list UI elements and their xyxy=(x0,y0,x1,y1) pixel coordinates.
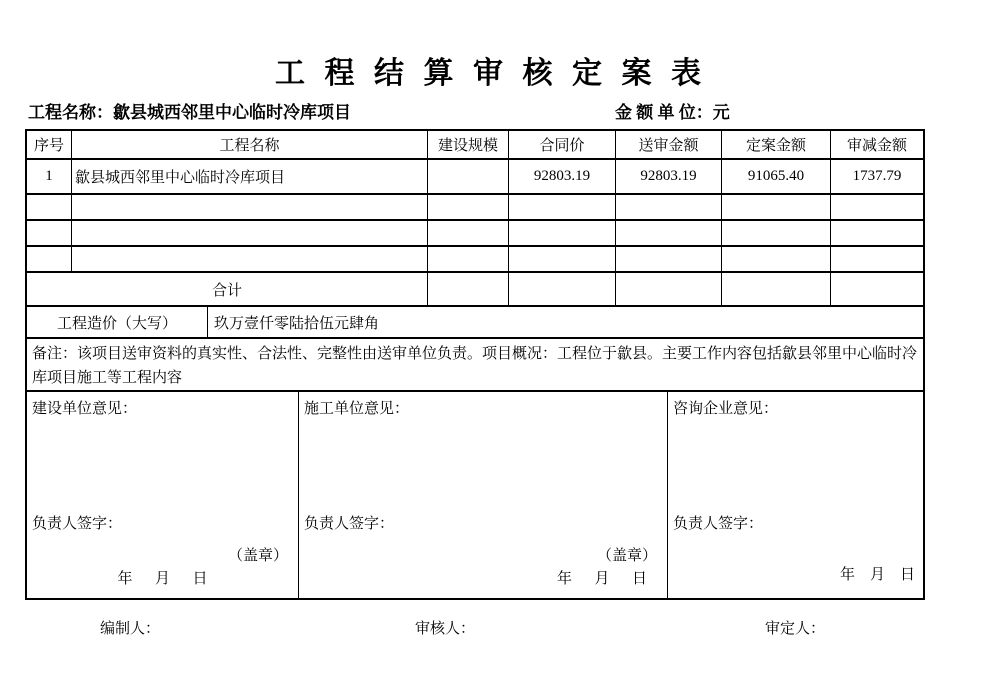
opinion-title: 施工单位意见： xyxy=(304,401,410,417)
contract-price-cell: 92803.19 xyxy=(508,160,615,193)
sign-label: 负责人签字： xyxy=(32,516,123,532)
empty-cell xyxy=(830,195,923,219)
empty-table-row xyxy=(27,245,923,271)
seq-cell: 1 xyxy=(45,168,53,184)
remarks-row xyxy=(27,337,923,390)
total-approved-amount-cell xyxy=(721,273,830,305)
amount-unit-label: 金 额 单 位：元 xyxy=(615,103,730,122)
empty-cell xyxy=(615,195,721,219)
cost-words-value-cell: 玖万壹仟零陆拾伍元肆角 xyxy=(207,307,923,337)
column-header-contract-price: 合同价 xyxy=(508,131,615,158)
column-header-submitted-amount: 送审金额 xyxy=(615,131,721,158)
empty-table-row xyxy=(27,193,923,219)
empty-cell xyxy=(508,195,615,219)
date-placeholder: 年 月 日 xyxy=(839,567,915,583)
project-name-value: 歙县城西邻里中心临时冷库项目 xyxy=(113,103,351,122)
opinion-construction-unit xyxy=(27,392,298,598)
project-name-label: 工程名称： xyxy=(28,103,113,122)
empty-cell xyxy=(27,195,71,219)
empty-cell xyxy=(71,195,427,219)
column-header-approved-amount: 定案金额 xyxy=(721,131,830,158)
sign-label: 负责人签字： xyxy=(304,516,395,532)
empty-cell xyxy=(427,221,508,245)
table-row xyxy=(27,158,923,193)
empty-cell xyxy=(830,221,923,245)
opinion-title: 咨询企业意见： xyxy=(673,401,779,417)
empty-cell xyxy=(721,247,830,271)
empty-cell xyxy=(427,247,508,271)
empty-cell xyxy=(615,247,721,271)
empty-cell xyxy=(71,221,427,245)
submitted-amount-cell: 92803.19 xyxy=(615,160,721,193)
total-submitted-amount-cell xyxy=(615,273,721,305)
total-contract-price-cell xyxy=(508,273,615,305)
empty-cell xyxy=(721,221,830,245)
cost-in-words-row xyxy=(27,305,923,337)
page-title: 工 程 结 算 审 核 定 案 表 xyxy=(275,57,707,90)
date-placeholder: 年 月 日 xyxy=(556,571,647,587)
empty-cell xyxy=(615,221,721,245)
empty-cell xyxy=(27,247,71,271)
seal-label: （盖章） xyxy=(596,548,657,564)
opinions-row xyxy=(27,390,923,598)
column-header-project-name: 工程名称 xyxy=(71,131,427,158)
opinion-consulting-firm xyxy=(667,392,923,598)
scale-cell xyxy=(427,160,508,193)
empty-table-row xyxy=(27,219,923,245)
reduction-amount-cell: 1737.79 xyxy=(830,160,923,193)
date-placeholder: 年 月 日 xyxy=(117,571,208,587)
total-label-cell: 合计 xyxy=(211,282,242,299)
column-header-scale: 建设规模 xyxy=(427,131,508,158)
seal-label: （盖章） xyxy=(227,548,288,564)
empty-cell xyxy=(508,221,615,245)
empty-cell xyxy=(27,221,71,245)
empty-cell xyxy=(427,195,508,219)
project-name-cell: 歙县城西邻里中心临时冷库项目 xyxy=(71,160,427,193)
table-header-row xyxy=(27,131,923,158)
empty-cell xyxy=(71,247,427,271)
remarks-cell: 备注：该项目送审资料的真实性、合法性、完整性由送审单位负责。项目概况：工程位于歙县。主要工作内容包括歙县邻里中心临时冷库项目施工等工程内容 xyxy=(32,346,918,386)
project-name-line xyxy=(28,98,351,123)
opinion-title: 建设单位意见： xyxy=(32,401,138,417)
empty-cell xyxy=(830,247,923,271)
total-scale-cell xyxy=(427,273,508,305)
empty-cell xyxy=(508,247,615,271)
footer-preparer-label: 编制人： xyxy=(100,621,161,637)
settlement-table xyxy=(25,129,925,600)
empty-cell xyxy=(721,195,830,219)
column-header-seq: 序号 xyxy=(33,138,64,154)
opinion-contractor-unit xyxy=(298,392,667,598)
column-header-reduction-amount: 审减金额 xyxy=(830,131,923,158)
cost-words-label-cell: 工程造价（大写） xyxy=(56,315,177,332)
total-row xyxy=(27,271,923,305)
total-reduction-amount-cell xyxy=(830,273,923,305)
footer-approver-label: 审定人： xyxy=(765,621,826,637)
footer-reviewer-label: 审核人： xyxy=(415,621,476,637)
approved-amount-cell: 91065.40 xyxy=(721,160,830,193)
sign-label: 负责人签字： xyxy=(673,516,764,532)
